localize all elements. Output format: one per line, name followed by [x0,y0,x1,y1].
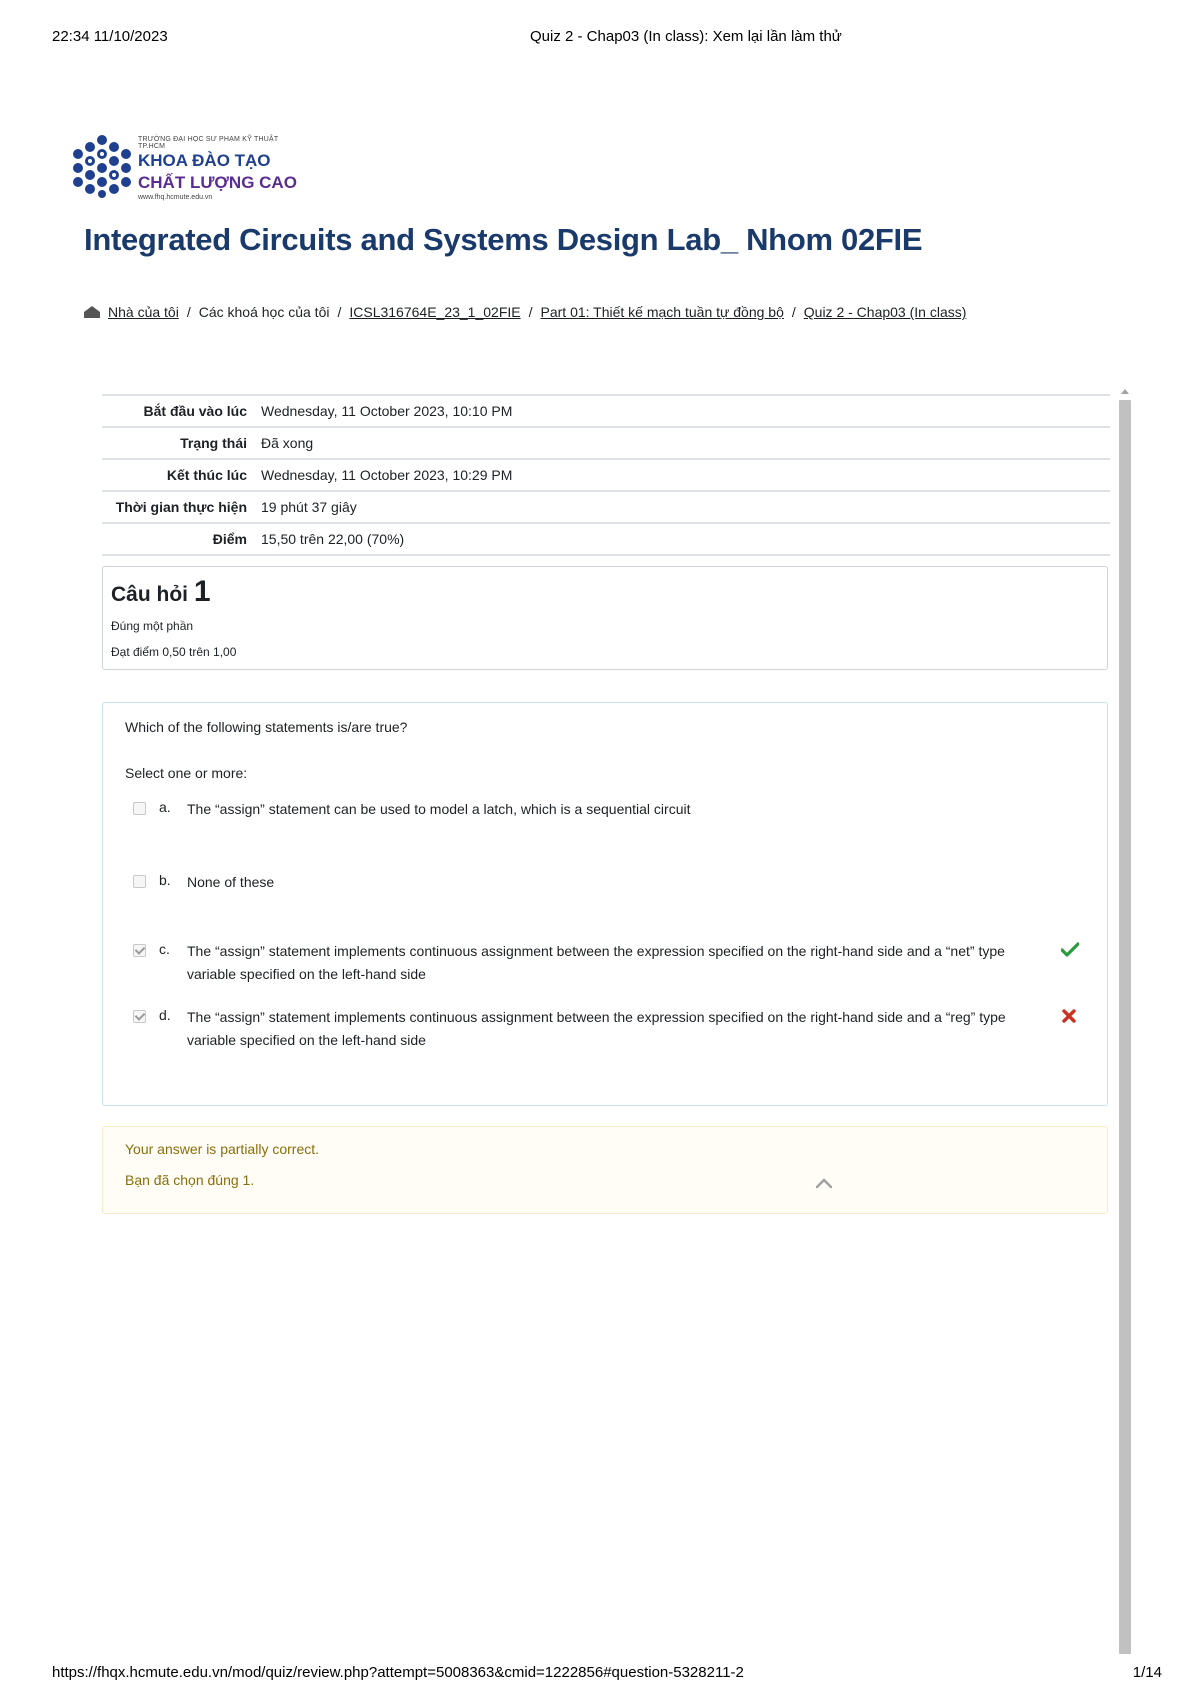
scroll-up-arrow-icon[interactable] [1118,384,1132,398]
table-row [102,395,1110,427]
table-row [102,523,1110,555]
question-info-box [102,566,1108,670]
summary-label: Kết thúc lúc [166,467,247,483]
scrollbar-thumb[interactable] [1119,400,1131,1654]
option-letter: d. [159,1007,171,1023]
question-content-box [102,702,1108,1106]
table-row [102,491,1110,523]
print-page-number: 1/14 [1132,1664,1162,1681]
option-checkbox-checked[interactable] [133,944,146,957]
correct-check-icon [1061,942,1079,958]
breadcrumb-section[interactable]: Part 01: Thiết kế mạch tuần tự đồng bộ [540,304,784,320]
question-label: Câu hỏi [111,583,188,606]
logo-university-name: TRƯỜNG ĐẠI HỌC SƯ PHẠM KỸ THUẬT TP.HCM [138,136,279,150]
table-row [102,427,1110,459]
option-text: The “assign” statement implements continuous assignment between the expression specified on the right-hand side and a “reg” type variable specified on the left-hand side [187,1009,1006,1048]
specific-feedback: Bạn đã chọn đúng 1. [125,1172,255,1188]
option-text: The “assign” statement implements continuous assignment between the expression specified on the right-hand side and a “net” type variable specified on the left-hand side [187,943,1005,982]
logo-line1: KHOA ĐÀO TẠO [138,151,271,170]
option-text: None of these [187,874,275,890]
summary-value: Wednesday, 11 October 2023, 10:10 PM [261,403,513,419]
breadcrumb-home[interactable]: Nhà của tôi [108,304,179,320]
chevron-up-icon[interactable] [815,1177,833,1189]
incorrect-x-icon [1061,1008,1077,1024]
question-number-value: 1 [193,575,211,608]
breadcrumb-my-courses: Các khoá học của tôi [198,304,330,320]
summary-label: Thời gian thực hiện [115,499,247,515]
attempt-summary-table [102,394,1110,556]
answer-prompt: Select one or more: [125,765,248,781]
option-text: The “assign” statement can be used to model a latch, which is a sequential circuit [187,801,691,817]
breadcrumb [84,304,966,320]
faculty-logo[interactable] [72,132,302,204]
summary-label: Bắt đầu vào lúc [143,403,247,419]
print-datetime: 22:34 11/10/2023 [52,28,168,45]
option-letter: a. [159,799,171,815]
breadcrumb-separator: / [186,304,191,320]
course-title: Integrated Circuits and Systems Design Lab_ Nhom 02FIE [84,222,923,257]
answer-feedback-box [102,1126,1108,1214]
question-state: Đúng một phần [111,619,194,633]
summary-value: 15,50 trên 22,00 (70%) [261,531,405,547]
option-checkbox[interactable] [133,802,146,815]
general-feedback: Your answer is partially correct. [125,1141,320,1157]
option-letter: c. [159,941,170,957]
print-page-title: Quiz 2 - Chap03 (In class): Xem lại lần làm thử [530,28,842,45]
summary-label: Trạng thái [180,435,247,451]
breadcrumb-separator: / [791,304,796,320]
option-checkbox-checked[interactable] [133,1010,146,1023]
summary-value: Wednesday, 11 October 2023, 10:29 PM [261,467,513,483]
summary-value: 19 phút 37 giây [261,499,357,515]
breadcrumb-course[interactable]: ICSL316764E_23_1_02FIE [349,304,521,320]
option-letter: b. [159,872,171,888]
option-checkbox[interactable] [133,875,146,888]
summary-label: Điểm [212,531,247,547]
breadcrumb-separator: / [337,304,342,320]
table-row [102,459,1110,491]
logo-url: www.fhq.hcmute.edu.vn [138,194,213,201]
print-url: https://fhqx.hcmute.edu.vn/mod/quiz/review.php?attempt=5008363&cmid=1222856#question-5328211-2 [52,1664,744,1681]
question-text: Which of the following statements is/are true? [125,719,408,735]
logo-line2: CHẤT LƯỢNG CAO [138,173,297,192]
question-number [111,575,1099,609]
breadcrumb-quiz[interactable]: Quiz 2 - Chap03 (In class) [803,304,967,320]
hexagon-logo-icon [72,134,132,198]
summary-value: Đã xong [261,435,314,451]
breadcrumb-separator: / [528,304,533,320]
vertical-scrollbar[interactable] [1118,384,1132,1654]
logo-text [138,136,302,201]
question-grade: Đạt điểm 0,50 trên 1,00 [111,645,237,659]
home-icon [84,306,100,318]
